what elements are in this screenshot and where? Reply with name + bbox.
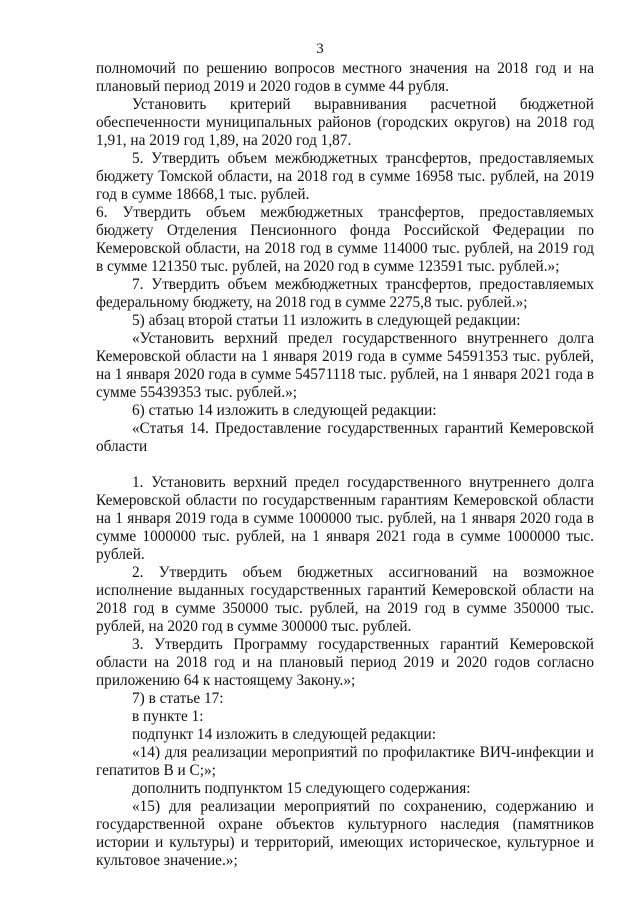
paragraph: 7. Утвердить объем межбюджетных трансфертов, предоставляемых федеральному бюджету, на 2018 год в сумме 2275,8 тыс. рублей.»;: [96, 276, 594, 311]
paragraph: 6) статью 14 изложить в следующей редакции:: [132, 402, 437, 419]
paragraph: подпункт 14 изложить в следующей редакции:: [132, 726, 436, 743]
paragraph: «Статья 14. Предоставление государственных гарантий Кемеровской области: [96, 420, 594, 455]
paragraph: 1. Установить верхний предел государственного внутреннего долга Кемеровской области по государственным гарантиям Кемеровской области на 1 января 2019 года в сумме 1000000 тыс. рублей, на 1 января 2020 года в сумме 1000000 тыс. рублей, на 1 января 2021 года в сумме 1000000 тыс. рублей.: [96, 474, 594, 563]
paragraph: «Установить верхний предел государственного внутреннего долга Кемеровской области на 1 января 2019 года в сумме 54591353 тыс. рублей, на 1 января 2020 года в сумме 54571118 тыс. рублей, на 1 января 2021 года в сумме 55439353 тыс. рублей.»;: [96, 330, 594, 401]
paragraph: 7) в статье 17:: [132, 690, 224, 707]
paragraph-gap: [96, 456, 594, 474]
page-number: 3: [316, 41, 324, 57]
paragraph: Установить критерий выравнивания расчетной бюджетной обеспеченности муниципальных районов (городских округов) на 2018 год 1,91, на 2019 год 1,89, на 2020 год 1,87.: [96, 96, 594, 149]
paragraph: 6. Утвердить объем межбюджетных трансфертов, предоставляемых бюджету Отделения Пенсионного фонда Российской Федерации по Кемеровской области, на 2018 год в сумме 114000 тыс. рублей, на 2019 год в сумме 121350 тыс. рублей, на 2020 год в сумме 123591 тыс. рублей.»;: [96, 204, 594, 275]
paragraph: 3. Утвердить Программу государственных гарантий Кемеровской области на 2018 год и на плановый период 2019 и 2020 годов согласно приложению 64 к настоящему Закону.»;: [96, 636, 594, 689]
paragraph: 2. Утвердить объем бюджетных ассигнований на возможное исполнение выданных государственных гарантий Кемеровской области на 2018 год в сумме 350000 тыс. рублей, на 2019 год в сумме 350000 тыс. рублей, на 2020 год в сумме 300000 тыс. рублей.: [96, 564, 594, 635]
paragraph: «14) для реализации мероприятий по профилактике ВИЧ-инфекции и гепатитов В и С;»;: [96, 744, 594, 779]
paragraph: дополнить подпунктом 15 следующего содержания:: [132, 780, 471, 797]
document-body: [96, 60, 594, 870]
paragraph: 5. Утвердить объем межбюджетных трансфертов, предоставляемых бюджету Томской области, на 2018 год в сумме 16958 тыс. рублей, на 2019 год в сумме 18668,1 тыс. рублей.: [96, 150, 594, 203]
paragraph: 5) абзац второй статьи 11 изложить в следующей редакции:: [132, 312, 521, 329]
paragraph: «15) для реализации мероприятий по сохранению, содержанию и государственной охране объектов культурного наследия (памятников истории и культуры) и территорий, имеющих историческое, культурное и культовое значение.»;: [96, 798, 594, 869]
paragraph: в пункте 1:: [132, 708, 204, 725]
paragraph: полномочий по решению вопросов местного значения на 2018 год и на плановый период 2019 и 2020 годов в сумме 44 рубля.: [96, 60, 594, 95]
